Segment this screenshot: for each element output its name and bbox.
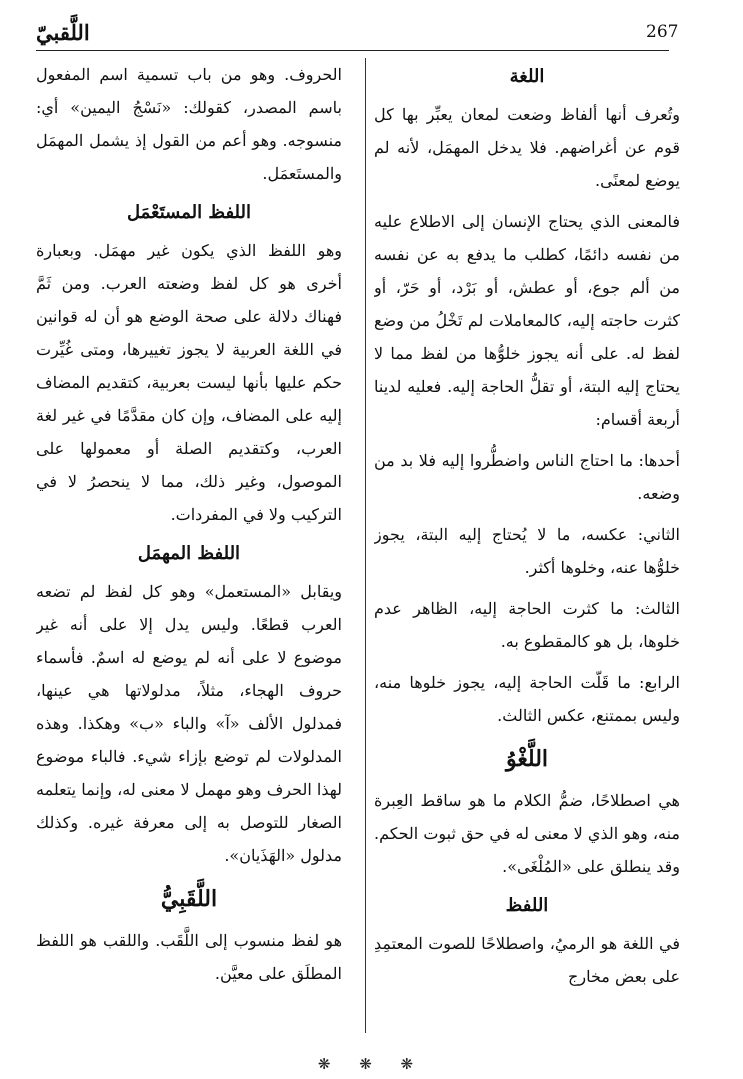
footer-ornament: ❋ ❋ ❋ (317, 1055, 426, 1073)
heading-al-lafz: اللفظ (505, 895, 549, 916)
paragraph: هو لفظ منسوب إلى اللَّقَب. واللقب هو اللفظ المطلَق على معيَّن. (36, 931, 342, 983)
page-body (36, 58, 680, 1043)
left-column (36, 58, 342, 1043)
paragraph: الثالث: ما كثرت الحاجة إليه، الظاهر عدم خلوها، بل هو كالمقطوع به. (374, 599, 680, 651)
right-column (374, 58, 680, 1043)
paragraph: الحروف. وهو من باب تسمية اسم المفعول باسم المصدر، كقولك: «نَسْجُ اليمين» أي: منسوجه. وهو أعم من القول إذ يشمل المهمَل والمستَعمَل. (36, 65, 342, 183)
paragraph: ويقابل «المستعمل» وهو كل لفظ لم تضعه العرب قطعًا. وليس يدل إلا على أنه غير موضوع لا على أنه لم يوضع له اسمٌ. فأسماء حروف الهجاء، مثلاً، مدلولاتها هي عينها، فمدلول الألف «آ» والباء «ب» وهكذا. وهذه المدلولات لم توضع بإزاء شيء. فالباء موضوع لهذا الحرف وهو مهمل لا معنى له، وإنما يتعلمه الصغار للتوصل به إلى معرفة غيره. وكذلك مدلول «الهَذَيان». (36, 582, 342, 865)
paragraph: وتُعرف أنها ألفاظ وضعت لمعان يعبِّر بها كل قوم عن أغراضهم. فلا يدخل المهمَل، لأنه لم يوضع لمعنًى. (374, 105, 680, 190)
running-title: اللَّقبيّ (36, 20, 90, 45)
page-header (36, 18, 679, 52)
heading-al-lafz-al-mustamal: اللفظ المستَعْمَل (126, 202, 251, 223)
paragraph: الرابع: ما قَلّت الحاجة إليه، يجوز خلوها منه، وليس بممتنع، عكس الثالث. (374, 673, 680, 725)
paragraph: الثاني: عكسه، ما لا يُحتاج إليه البتة، يجوز خلوُّها عنه، وخلوها أكثر. (374, 525, 680, 577)
paragraph: في اللغة هو الرميُ، واصطلاحًا للصوت المعتمِدِ على بعض مخارج (374, 934, 680, 986)
header-rule (36, 50, 669, 51)
paragraph: فالمعنى الذي يحتاج الإنسان إلى الاطلاع عليه من نفسه دائمًا، كطلب ما يدفع به عن نفسه من ألم جوع، أو عطش، أو بَرْد، أو حَرّ، أو كثرت حاجته إليه، كالمعاملات لم تَخْلُ من وضع لفظ له. على أنه يجوز خلوُّها من لفظ مما لا يحتاج إليه البتة، أو تقلُّ الحاجة إليه. فعليه لدينا أربعة أقسام: (374, 212, 680, 429)
page-number: 267 (646, 22, 679, 42)
paragraph: أحدها: ما احتاج الناس واضطُّروا إليه فلا بد من وضعه. (374, 451, 680, 503)
heading-al-lugha: اللغة (509, 66, 545, 87)
paragraph: وهو اللفظ الذي يكون غير مهمَل. وبعبارة أخرى هو كل لفظ وضعته العرب. ومن ثَمَّ فهناك دلالة على صحة الوضع هو أن له قوانين في اللغة العربية لا يجوز تغييرها، ومتى غُيِّرت حكم عليها بأنها ليست بعربية، كتقديم المضاف إليه على المضاف، وإن كان مقدَّمًا في غير لغة العرب، وكتقديم الصلة أو معمولها على الموصول، وغير ذلك، مما لا ينحصرُ لا في التركيب ولا في المفردات. (36, 241, 342, 524)
paragraph: هي اصطلاحًا، ضمُّ الكلام ما هو ساقط العِبرة منه، وهو الذي لا معنى له في حق ثبوت الحكم. وقد ينطلق على «المُلْغَى». (374, 791, 680, 876)
heading-al-laqabi: اللَّقَبِيُّ (160, 886, 218, 912)
heading-al-laghw: اللَّغْوُ (505, 746, 549, 772)
heading-al-lafz-al-muhmal: اللفظ المهمَل (137, 543, 241, 564)
